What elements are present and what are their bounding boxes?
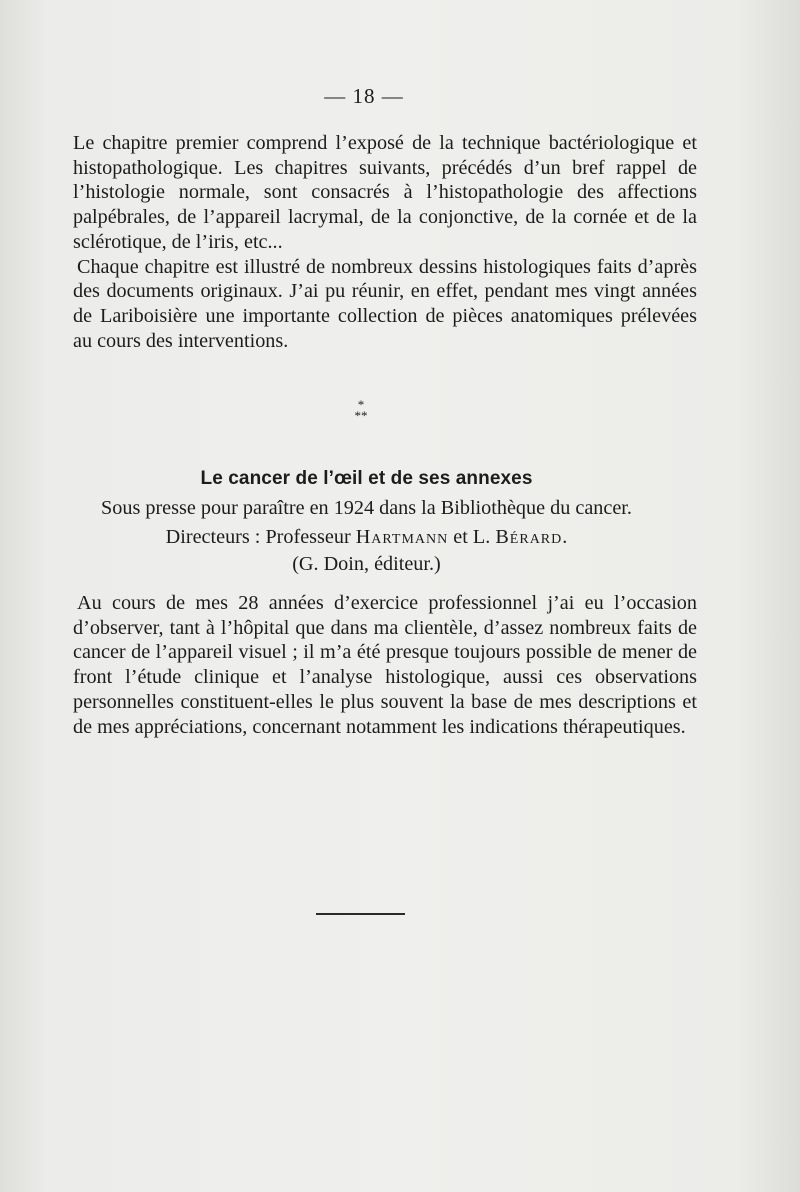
asterism-bottom: ** (354, 408, 368, 423)
book-press-line: Sous presse pour paraître en 1924 dans la Bibliothèque du cancer. (101, 497, 632, 519)
book-directors-line (0, 526, 733, 549)
directors-joiner: et L. (448, 526, 496, 548)
director-berard: Bérard (495, 526, 563, 548)
book-description-section (73, 591, 697, 739)
book-publisher: (G. Doin, éditeur.) (292, 553, 441, 575)
page-number: — 18 — (324, 84, 404, 108)
asterism-separator (346, 399, 376, 425)
book-description: Au cours de mes 28 années d’exercice professionnel j’ai eu l’occasion d’observer, tant à l’hôpital que dans ma clientèle, d’assez nombreux faits de cancer de l’appareil visuel ; il m’a été presque toujours possible de mener de front l’étude clinique et l’analyse histologique, aussi ces observations personnelles constituent-elles le plus souvent la base de mes descriptions et de mes appréciations, concernant notamment les indications thérapeutiques. (73, 592, 697, 738)
intro-paragraph-1: Le chapitre premier comprend l’exposé de la technique bactériologique et histopathologique. Les chapitres suivants, précédés d’un bref rappel de l’histologie normale, sont consacrés à l’histopathologie des affections palpébrales, de l’appareil lacrymal, de la conjonctive, de la cornée et de la sclérotique, de l’iris, etc... (73, 132, 697, 253)
book-title: Le cancer de l’œil et de ses annexes (200, 468, 533, 489)
closing-rule (316, 913, 405, 915)
intro-section (73, 131, 697, 353)
directors-suffix: . (562, 526, 568, 548)
directors-prefix: Directeurs : Professeur (165, 526, 356, 548)
director-hartmann: Hartmann (355, 526, 449, 548)
intro-paragraph-2: Chaque chapitre est illustré de nombreux dessins histologiques faits d’après des documents originaux. J’ai pu réunir, en effet, pendant mes vingt années de Lariboisière une importante collection de pièces anatomiques prélevées au cours des interventions. (73, 255, 697, 352)
asterism-top: * (357, 397, 365, 412)
